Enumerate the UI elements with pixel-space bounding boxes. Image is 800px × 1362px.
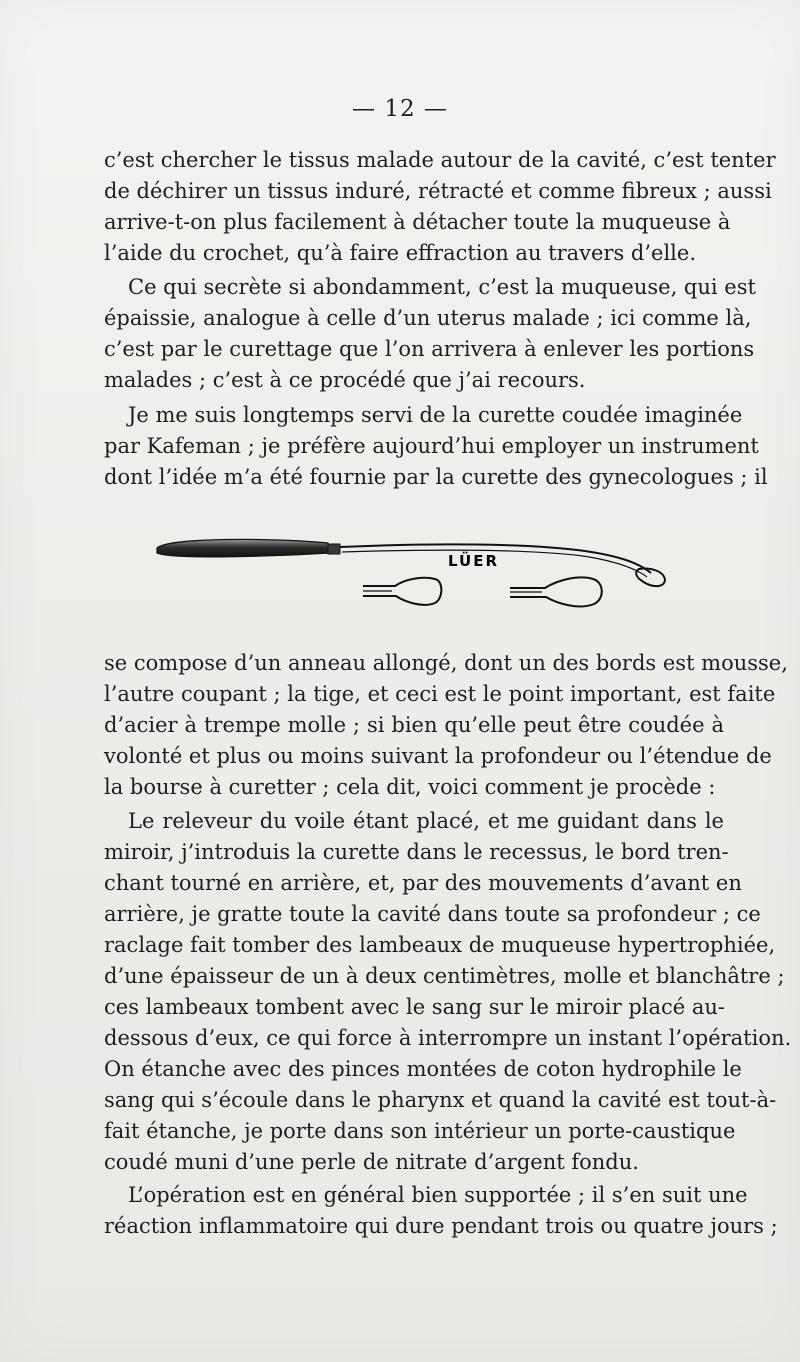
text-line: Le releveur du voile étant placé, et me guidant dans le	[128, 809, 724, 833]
page-number: — 12 —	[352, 96, 448, 122]
text-line: Je me suis longtemps servi de la curette coudée imaginée	[128, 403, 743, 427]
text-line: sang qui s’écoule dans le pharynx et quand la cavité est tout-à-	[104, 1088, 777, 1112]
text-line: d’une épaisseur de un à deux centimètres, molle et blanchâtre ;	[104, 964, 785, 988]
text-line: réaction inflammatoire qui dure pendant trois ou quatre jours ;	[104, 1214, 778, 1238]
text-line: malades ; c’est à ce procédé que j’ai recours.	[104, 368, 586, 392]
text-line: par Kafeman ; je préfère aujourd’hui employer un instrument	[104, 434, 759, 458]
text-line: d’acier à trempe molle ; si bien qu’elle peut être coudée à	[104, 713, 724, 737]
figure-label: LÜER	[448, 552, 500, 570]
text-line: l’aide du crochet, qu’à faire effraction au travers d’elle.	[104, 241, 696, 265]
instrument-ring-tip	[636, 568, 665, 586]
text-line: On étanche avec des pinces montées de coton hydrophile le	[104, 1057, 742, 1081]
text-line: chant tourné en arrière, et, par des mouvements d’avant en	[104, 871, 742, 895]
curette-figure	[145, 525, 680, 625]
text-line: arrive-t-on plus facilement à détacher toute la muqueuse à	[104, 210, 731, 234]
text-line: fait étanche, je porte dans son intérieur un porte-caustique	[104, 1119, 736, 1143]
text-line: de déchirer un tissus induré, rétracté et comme fibreux ; aussi	[104, 179, 772, 203]
text-line: raclage fait tomber des lambeaux de muqueuse hypertrophiée,	[104, 933, 776, 957]
text-line: volonté et plus ou moins suivant la profondeur ou l’étendue de	[104, 744, 772, 768]
text-line: la bourse à curetter ; cela dit, voici comment je procède :	[104, 775, 716, 799]
curette-instrument-illustration	[145, 525, 680, 625]
text-line: ces lambeaux tombent avec le sang sur le miroir placé au-	[104, 995, 725, 1019]
text-line: se compose d’un anneau allongé, dont un des bords est mousse,	[104, 651, 788, 675]
text-line: coudé muni d’une perle de nitrate d’argent fondu.	[104, 1150, 639, 1174]
text-line: l’autre coupant ; la tige, et ceci est le point important, est faite	[104, 682, 776, 706]
text-line: miroir, j’introduis la curette dans le recessus, le bord tren-	[104, 840, 729, 864]
text-line: dessous d’eux, ce qui force à interrompre un instant l’opération.	[104, 1026, 792, 1050]
text-line: c’est par le curettage que l’on arrivera à enlever les portions	[104, 337, 755, 361]
text-line: L’opération est en général bien supportée ; il s’en suit une	[128, 1183, 748, 1207]
text-line: arrière, je gratte toute la cavité dans toute sa profondeur ; ce	[104, 902, 761, 926]
text-line: dont l’idée m’a été fournie par la curette des gynecologues ; il	[104, 465, 768, 489]
text-line: c’est chercher le tissus malade autour de la cavité, c’est tenter	[104, 148, 776, 172]
handle-shape	[157, 539, 330, 556]
handle-ferrule	[328, 544, 340, 554]
text-line: épaissie, analogue à celle d’un uterus malade ; ici comme là,	[104, 306, 752, 330]
text-line: Ce qui secrète si abondamment, c’est la muqueuse, qui est	[128, 275, 756, 299]
